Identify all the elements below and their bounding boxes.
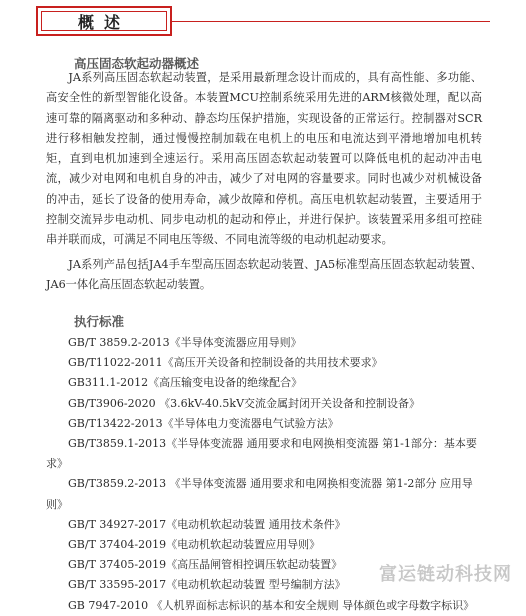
section-heading-overview: 高压固态软起动器概述 [74,56,200,71]
page-title: 概述 [77,12,130,32]
list-item: GB/T 34927-2017《电动机软起动装置 通用技术条件》 [68,517,346,531]
list-item: GB/T 37405-2019《高压晶闸管相控调压软起动装置》 [68,558,343,572]
title-box [36,6,172,36]
overview-paragraph-2: JA系列产品包括JA4手车型高压固态软起动装置、JA5标准型高压固态软起动装置、JA6一体化高压固态软起动装置。 [46,258,482,292]
list-item: GB/T11022-2011《高压开关设备和控制设备的共用技术要求》 [68,356,383,370]
list-item: GB311.1-2012《高压输变电设备的绝缘配合》 [68,376,303,390]
list-item: GB/T13422-2013《半导体电力变流器电气试验方法》 [68,416,339,430]
watermark: 富运链动科技网 [379,564,512,585]
list-item: GB 7947-2010 《人机界面标志标识的基本和安全规则 导体颜色或字母数字标识》 [68,598,475,612]
overview-paragraph-1: JA系列高压固态软起动装置，是采用最新理念设计而成的，具有高性能、多功能、高安全性的新型智能化设备。本装置MCU控制系统采用先进的ARM核微处理，配以高速可靠的隔离驱动和多种动、静态均压保护措施，实现设备的正常运行。控制器对SCR进行移相触发控制，通过慢慢控制加载在电机上的电压和电流达到平滑地增加电机转矩，直到电机加速到全速运行。采用高压固态软起动装置可以降低电机的起动冲击电流，减少对电网和电机自身的冲击，减少了对电网的容量要求。同时也减少对机械设备的冲击，延长了设备的使用寿命，减少故障和停机。高压电机软起动装置，主要适用于控制交流异步电动机、同步电动机的起动和停止，并进行保护。该装置采用多组可控硅串并联而成，可满足不同电压等级、不同电流等级的电动机起动要求。 [46,71,482,247]
list-item: GB/T 33595-2017《电动机软起动装置 型号编制方法》 [68,578,346,592]
list-item: GB/T3859.2-2013 《半导体变流器 通用要求和电网换相变流器 第1-2部分 应用导则》 [46,477,473,511]
title-rule [172,21,490,22]
list-item: GB/T 3859.2-2013《半导体变流器应用导则》 [68,336,302,349]
list-item: GB/T 37404-2019《电动机软起动装置应用导则》 [68,538,321,552]
list-item: GB/T3906-2020 《3.6kV-40.5kV交流金属封闭开关设备和控制设备》 [68,396,421,410]
list-item: GB/T3859.1-2013《半导体变流器 通用要求和电网换相变流器 第1-1部分：基本要求》 [46,437,477,471]
section-heading-standards: 执行标准 [74,314,125,329]
